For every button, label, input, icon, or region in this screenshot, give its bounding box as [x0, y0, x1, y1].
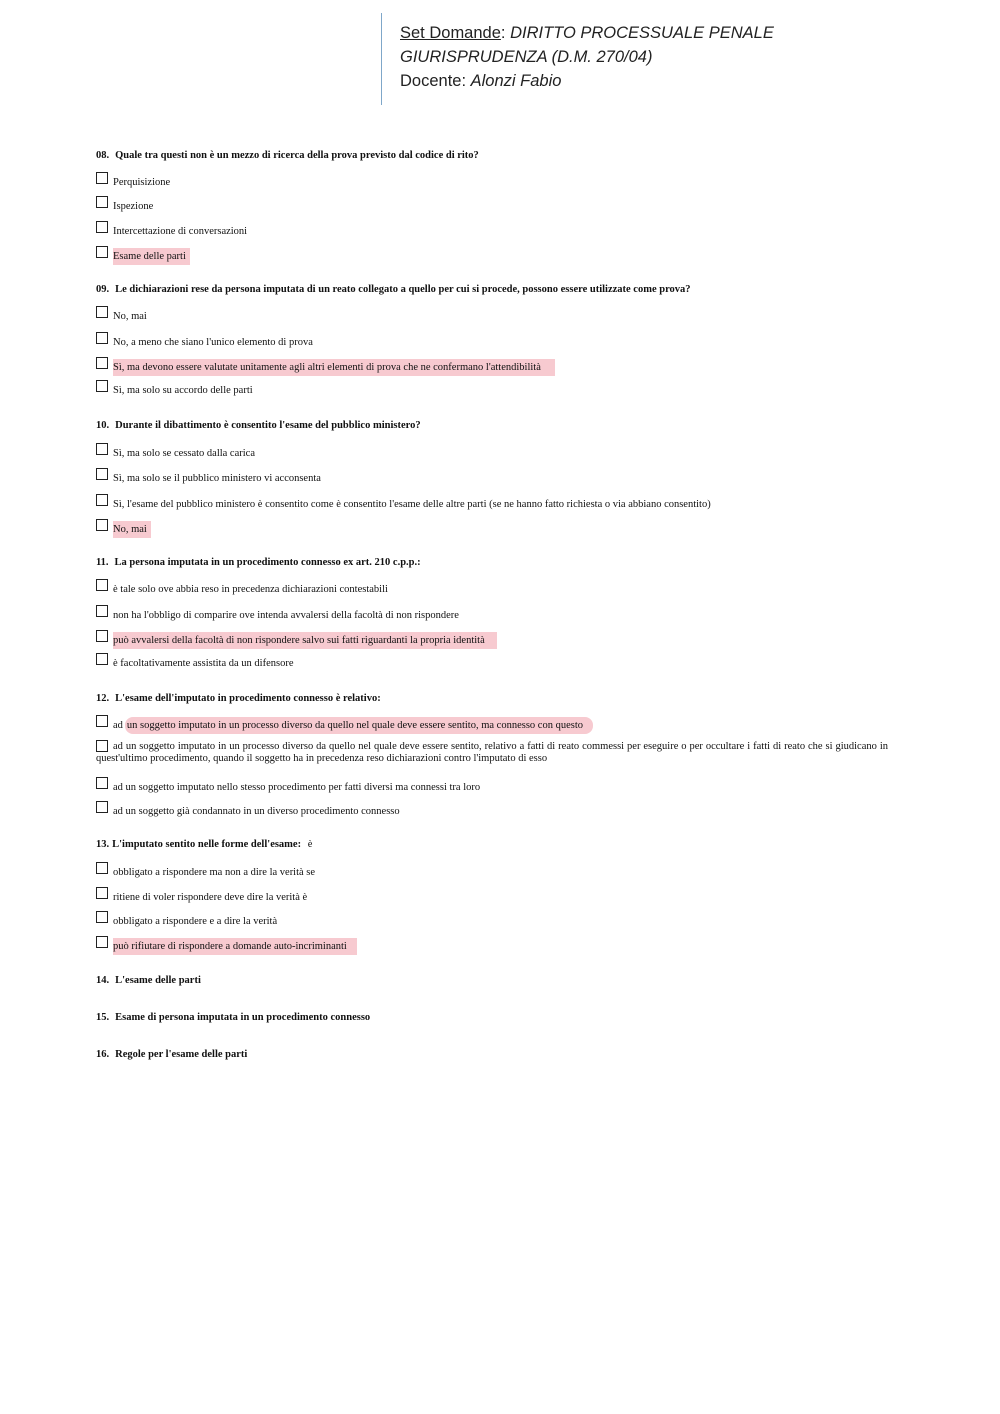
- option-label-highlighted: Esame delle parti: [113, 248, 190, 265]
- checkbox[interactable]: [96, 332, 108, 344]
- option-12-b[interactable]: [96, 741, 888, 765]
- option-12-a[interactable]: [96, 717, 593, 734]
- checkbox[interactable]: [96, 380, 108, 392]
- question-number: 13.: [96, 839, 110, 850]
- checkbox[interactable]: [96, 887, 108, 899]
- subject-line-1: DIRITTO PROCESSUALE PENALE: [510, 24, 774, 42]
- question-number: 16.: [96, 1049, 110, 1060]
- option-label: obbligato a rispondere ma non a dire la verità se: [113, 867, 316, 878]
- checkbox[interactable]: [96, 196, 108, 208]
- checkbox[interactable]: [96, 715, 108, 727]
- question-number: 15.: [96, 1012, 110, 1023]
- question-09-title: [96, 283, 691, 297]
- document-header: [381, 13, 901, 105]
- teacher-label: Docente:: [400, 72, 467, 90]
- option-label: Intercettazione di conversazioni: [113, 226, 248, 237]
- option-11-d[interactable]: [96, 655, 297, 672]
- question-text: Le dichiarazioni rese da persona imputata di un reato collegato a quello per cui si procede, possono essere utilizzate come prova?: [115, 284, 691, 295]
- question-10-title: [96, 419, 421, 433]
- question-text: L'esame delle parti: [115, 975, 201, 986]
- question-text: Regole per l'esame delle parti: [115, 1049, 248, 1060]
- checkbox[interactable]: [96, 443, 108, 455]
- question-08-title: [96, 149, 479, 163]
- question-text: Durante il dibattimento è consentito l'esame del pubblico ministero?: [115, 420, 421, 431]
- question-text: L'esame dell'imputato in procedimento connesso è relativo:: [115, 693, 381, 704]
- option-label: No, mai: [113, 311, 147, 322]
- option-13-d[interactable]: [96, 938, 357, 955]
- checkbox[interactable]: [96, 653, 108, 665]
- option-label: Sì, ma solo se il pubblico ministero vi acconsenta: [113, 473, 321, 484]
- checkbox[interactable]: [96, 306, 108, 318]
- option-11-c[interactable]: [96, 632, 497, 649]
- option-label: ad un soggetto già condannato in un diverso procedimento connesso: [113, 806, 400, 817]
- option-08-c[interactable]: [96, 223, 251, 240]
- question-12-title: [96, 692, 381, 706]
- option-10-b[interactable]: [96, 470, 325, 487]
- option-label: ad un soggetto imputato in un processo diverso da quello nel quale deve essere sentito, relativo a fatti di reato commessi per eseguire o per occultare i fatti di reato che si giudicano in quest'ultimo procedimento, quando il soggetto ha in precedenza reso dichiarazioni contro l'imputato di esso: [96, 741, 888, 764]
- option-label: Sì, ma solo se cessato dalla carica: [113, 448, 255, 459]
- option-12-d[interactable]: [96, 803, 404, 820]
- checkbox[interactable]: [96, 862, 108, 874]
- option-08-b[interactable]: [96, 198, 157, 215]
- option-label-highlighted: No, mai: [113, 521, 151, 538]
- checkbox[interactable]: [96, 911, 108, 923]
- option-label: Sì, l'esame del pubblico ministero è consentito come è consentito l'esame delle altre parti (se ne hanno fatto richiesta o via abbiano consentito): [113, 499, 711, 510]
- question-11-title: [96, 556, 421, 570]
- question-number: 09.: [96, 284, 110, 295]
- option-09-d[interactable]: [96, 382, 257, 399]
- option-08-a[interactable]: [96, 174, 174, 191]
- header-teacher-line: [400, 69, 901, 93]
- option-label: è facoltativamente assistita da un difensore: [113, 658, 294, 669]
- option-label-highlighted: può rifiutare di rispondere a domande auto-incriminanti: [113, 938, 357, 955]
- option-12-c[interactable]: [96, 779, 484, 796]
- option-label: obbligato a rispondere e a dire la verità: [113, 916, 278, 927]
- option-label: ritiene di voler rispondere deve dire la verità è: [113, 892, 308, 903]
- option-11-a[interactable]: [96, 581, 392, 598]
- question-number: 12.: [96, 693, 110, 704]
- checkbox[interactable]: [96, 221, 108, 233]
- set-label: Set Domande: [400, 24, 501, 42]
- question-text: L'imputato sentito nelle forme dell'esame:: [112, 839, 302, 850]
- option-13-c[interactable]: [96, 913, 281, 930]
- question-15-title: [96, 1011, 370, 1025]
- option-09-a[interactable]: [96, 308, 151, 325]
- checkbox[interactable]: [96, 468, 108, 480]
- checkbox[interactable]: [96, 801, 108, 813]
- checkbox[interactable]: [96, 246, 108, 258]
- set-colon: :: [500, 24, 506, 42]
- option-label-highlighted: Sì, ma devono essere valutate unitamente agli altri elementi di prova che ne confermano l'attendibilità: [113, 359, 555, 376]
- option-10-a[interactable]: [96, 445, 259, 462]
- option-13-a[interactable]: [96, 864, 319, 881]
- question-text: La persona imputata in un procedimento connesso ex art. 210 c.p.p.:: [114, 557, 421, 568]
- option-label: No, a meno che siano l'unico elemento di prova: [113, 337, 313, 348]
- option-10-c[interactable]: [96, 496, 715, 513]
- checkbox[interactable]: [96, 172, 108, 184]
- checkbox[interactable]: [96, 605, 108, 617]
- question-13-title: [96, 838, 312, 852]
- question-14-title: [96, 974, 201, 988]
- question-16-title: [96, 1048, 247, 1062]
- checkbox[interactable]: [96, 740, 108, 752]
- checkbox[interactable]: [96, 357, 108, 369]
- option-label-highlighted: un soggetto imputato in un processo diverso da quello nel quale deve essere sentito, ma connesso con questo: [125, 717, 593, 734]
- option-13-b[interactable]: [96, 889, 311, 906]
- checkbox[interactable]: [96, 777, 108, 789]
- checkbox[interactable]: [96, 579, 108, 591]
- checkbox[interactable]: [96, 630, 108, 642]
- option-label: Sì, ma solo su accordo delle parti: [113, 385, 253, 396]
- question-text: Esame di persona imputata in un procedimento connesso: [115, 1012, 371, 1023]
- option-label: Ispezione: [113, 201, 154, 212]
- question-number: 14.: [96, 975, 110, 986]
- option-08-d[interactable]: [96, 248, 190, 265]
- question-suffix: è: [307, 839, 313, 850]
- checkbox[interactable]: [96, 519, 108, 531]
- subject-line-2: GIURISPRUDENZA (D.M. 270/04): [400, 48, 653, 66]
- checkbox[interactable]: [96, 936, 108, 948]
- option-label: è tale solo ove abbia reso in precedenza dichiarazioni contestabili: [113, 584, 388, 595]
- option-label: Perquisizione: [113, 177, 171, 188]
- option-label: ad un soggetto imputato nello stesso procedimento per fatti diversi ma connessi tra loro: [113, 782, 481, 793]
- question-number: 08.: [96, 150, 110, 161]
- checkbox[interactable]: [96, 494, 108, 506]
- option-label: non ha l'obbligo di comparire ove intenda avvalersi della facoltà di non rispondere: [113, 610, 459, 621]
- teacher-name: Alonzi Fabio: [470, 72, 562, 90]
- question-number: 10.: [96, 420, 110, 431]
- header-set-line: [400, 21, 901, 45]
- option-10-d[interactable]: [96, 521, 151, 538]
- option-11-b[interactable]: [96, 607, 463, 624]
- question-number: 11.: [96, 557, 109, 568]
- option-label-prefix: ad: [113, 720, 123, 731]
- option-label-highlighted: può avvalersi della facoltà di non rispondere salvo sui fatti riguardanti la propria identità: [113, 632, 497, 649]
- option-09-c[interactable]: [96, 359, 555, 376]
- option-09-b[interactable]: [96, 334, 317, 351]
- question-text: Quale tra questi non è un mezzo di ricerca della prova previsto dal codice di rito?: [115, 150, 479, 161]
